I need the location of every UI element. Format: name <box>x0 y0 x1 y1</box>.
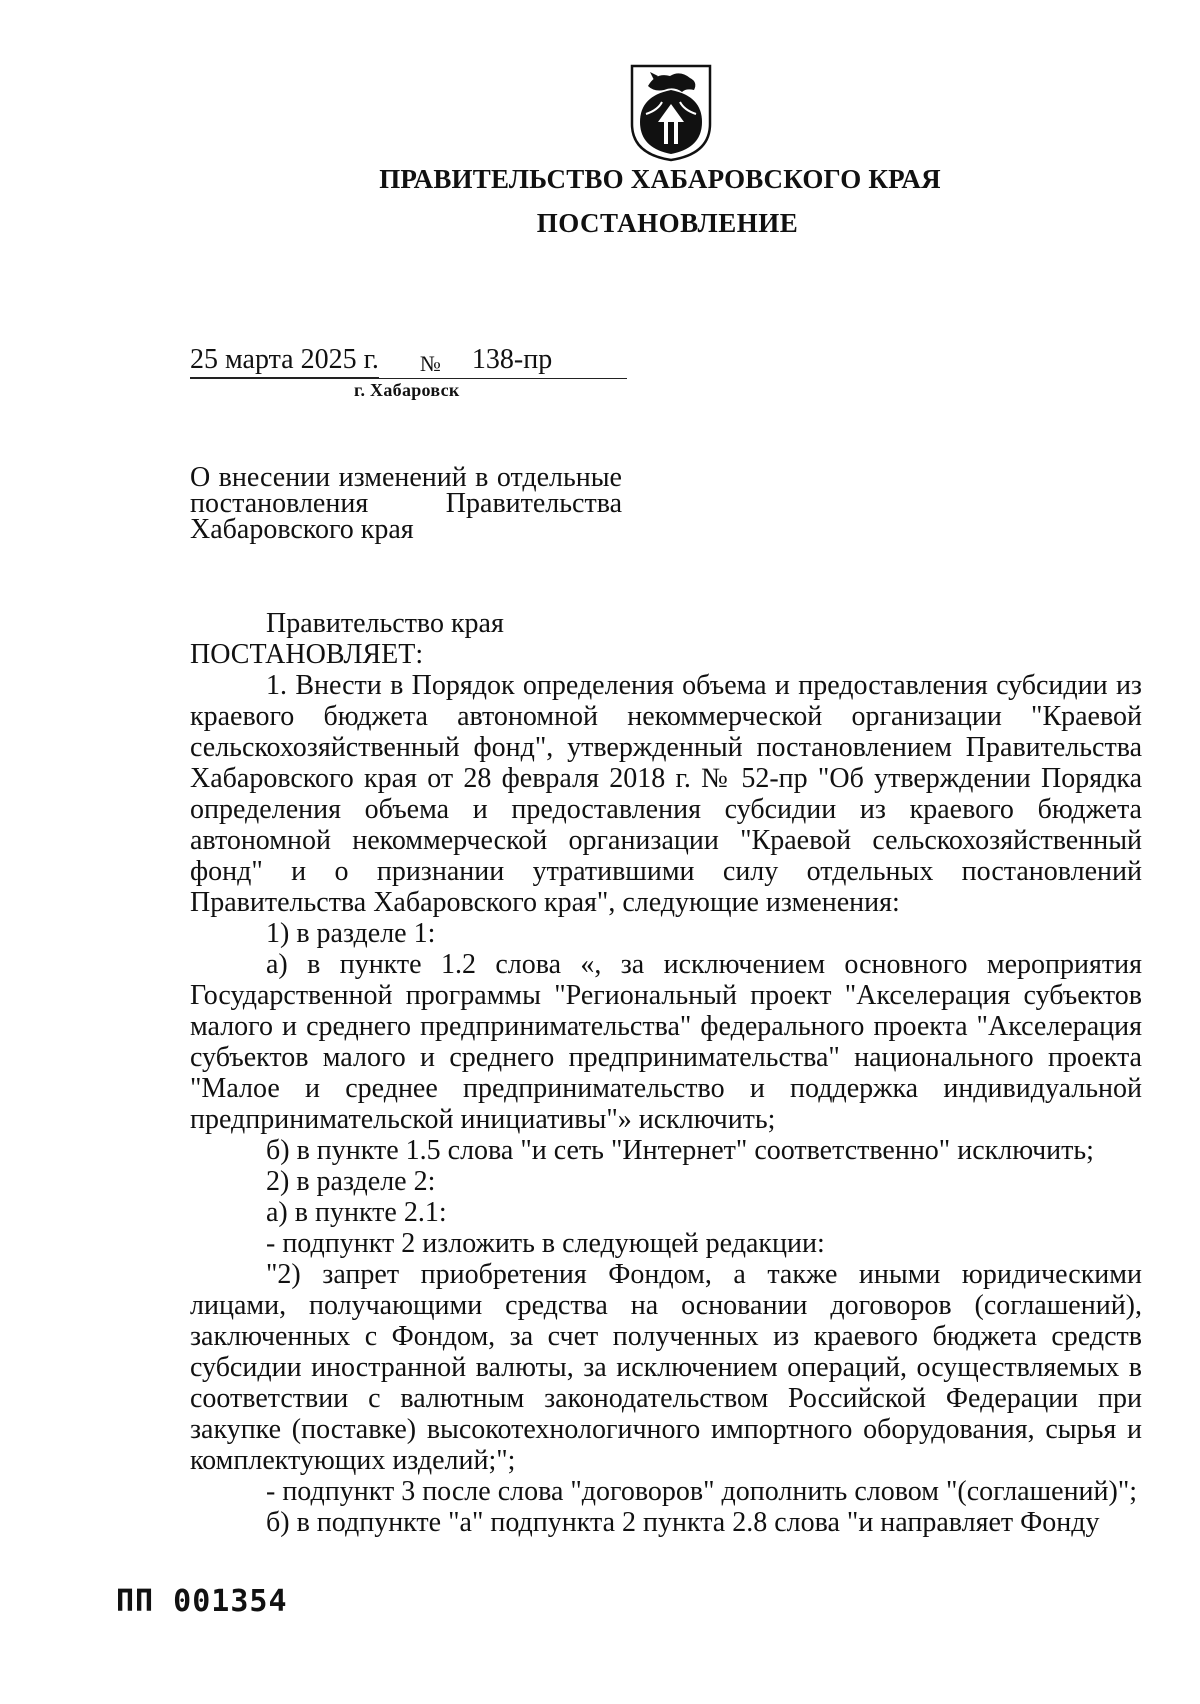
document-subject <box>190 462 622 545</box>
body-paragraph: 1. Внести в Порядок определения объема и предоставления субсидии из краевого бюджета автономной некоммерческой организации "Краевой сельскохозяйственный фонд", утвержденный постановлением Правительства Хабаровского края от 28 февраля 2018 г. № 52-пр "Об утверждении Порядка определения объема и предоставления субсидии из краевого бюджета автономной некоммерческой организации "Краевой сельскохозяйственный фонд" и о признании утратившими силу отдельных постановлений Правительства Хабаровского края", следующие изменения: <box>190 670 1142 918</box>
body-paragraph: Правительство края <box>266 608 504 639</box>
document-date: 25 марта 2025 г. <box>190 344 379 378</box>
document-number: 138-пр <box>471 344 553 375</box>
subject-line: О внесении изменений в отдельные <box>190 462 622 493</box>
body-paragraph: - подпункт 3 после слова "договоров" дополнить словом "(соглашений)"; <box>266 1476 1138 1507</box>
bear-shield-icon <box>628 62 714 162</box>
government-title: ПРАВИТЕЛЬСТВО ХАБАРОВСКОГО КРАЯ <box>379 164 941 194</box>
body-paragraph: а) в пункте 1.2 слова «, за исключением основного мероприятия Государственной программы "Региональный проект "Акселерация субъектов малого и среднего предпринимательства" федерального проекта "Акселерация субъектов малого и среднего предпринимательства" национального проекта "Малое и среднее предпринимательство и поддержка индивидуальной предпринимательской инициативы"» исключить; <box>190 949 1142 1135</box>
body-paragraph: 1) в разделе 1: <box>266 918 436 949</box>
body-paragraph: ПОСТАНОВЛЯЕТ: <box>190 639 424 670</box>
coat-of-arms-emblem <box>628 62 714 162</box>
body-paragraph: - подпункт 2 изложить в следующей редакции: <box>266 1228 825 1259</box>
body-paragraph: б) в подпункте "а" подпункта 2 пункта 2.8 слова "и направляет Фонду <box>266 1507 1100 1538</box>
body-paragraph: 2) в разделе 2: <box>266 1166 436 1197</box>
subject-line: постановления Правительства <box>190 488 622 519</box>
body-paragraph: "2) запрет приобретения Фондом, а также иными юридическими лицами, получающими средства на основании договоров (соглашений), заключенных с Фондом, за счет полученных из краевого бюджета средств субсидии иностранной валюты, за исключением операций, осуществляемых в соответствии с валютным законодательством Российской Федерации при закупке (поставке) высокотехнологичного импортного оборудования, сырья и комплектующих изделий;"; <box>190 1259 1142 1476</box>
document-body <box>190 608 1142 1538</box>
body-paragraph: а) в пункте 2.1: <box>266 1197 447 1228</box>
serial-number: ПП 001354 <box>116 1584 288 1619</box>
body-paragraph: б) в пункте 1.5 слова "и сеть "Интернет" соответственно" исключить; <box>266 1135 1094 1166</box>
number-label: № <box>419 351 441 376</box>
document-type-title: ПОСТАНОВЛЕНИЕ <box>536 208 799 238</box>
date-number-row <box>190 344 627 379</box>
document-city: г. Хабаровск <box>354 380 460 400</box>
subject-line: Хабаровского края <box>190 514 414 545</box>
